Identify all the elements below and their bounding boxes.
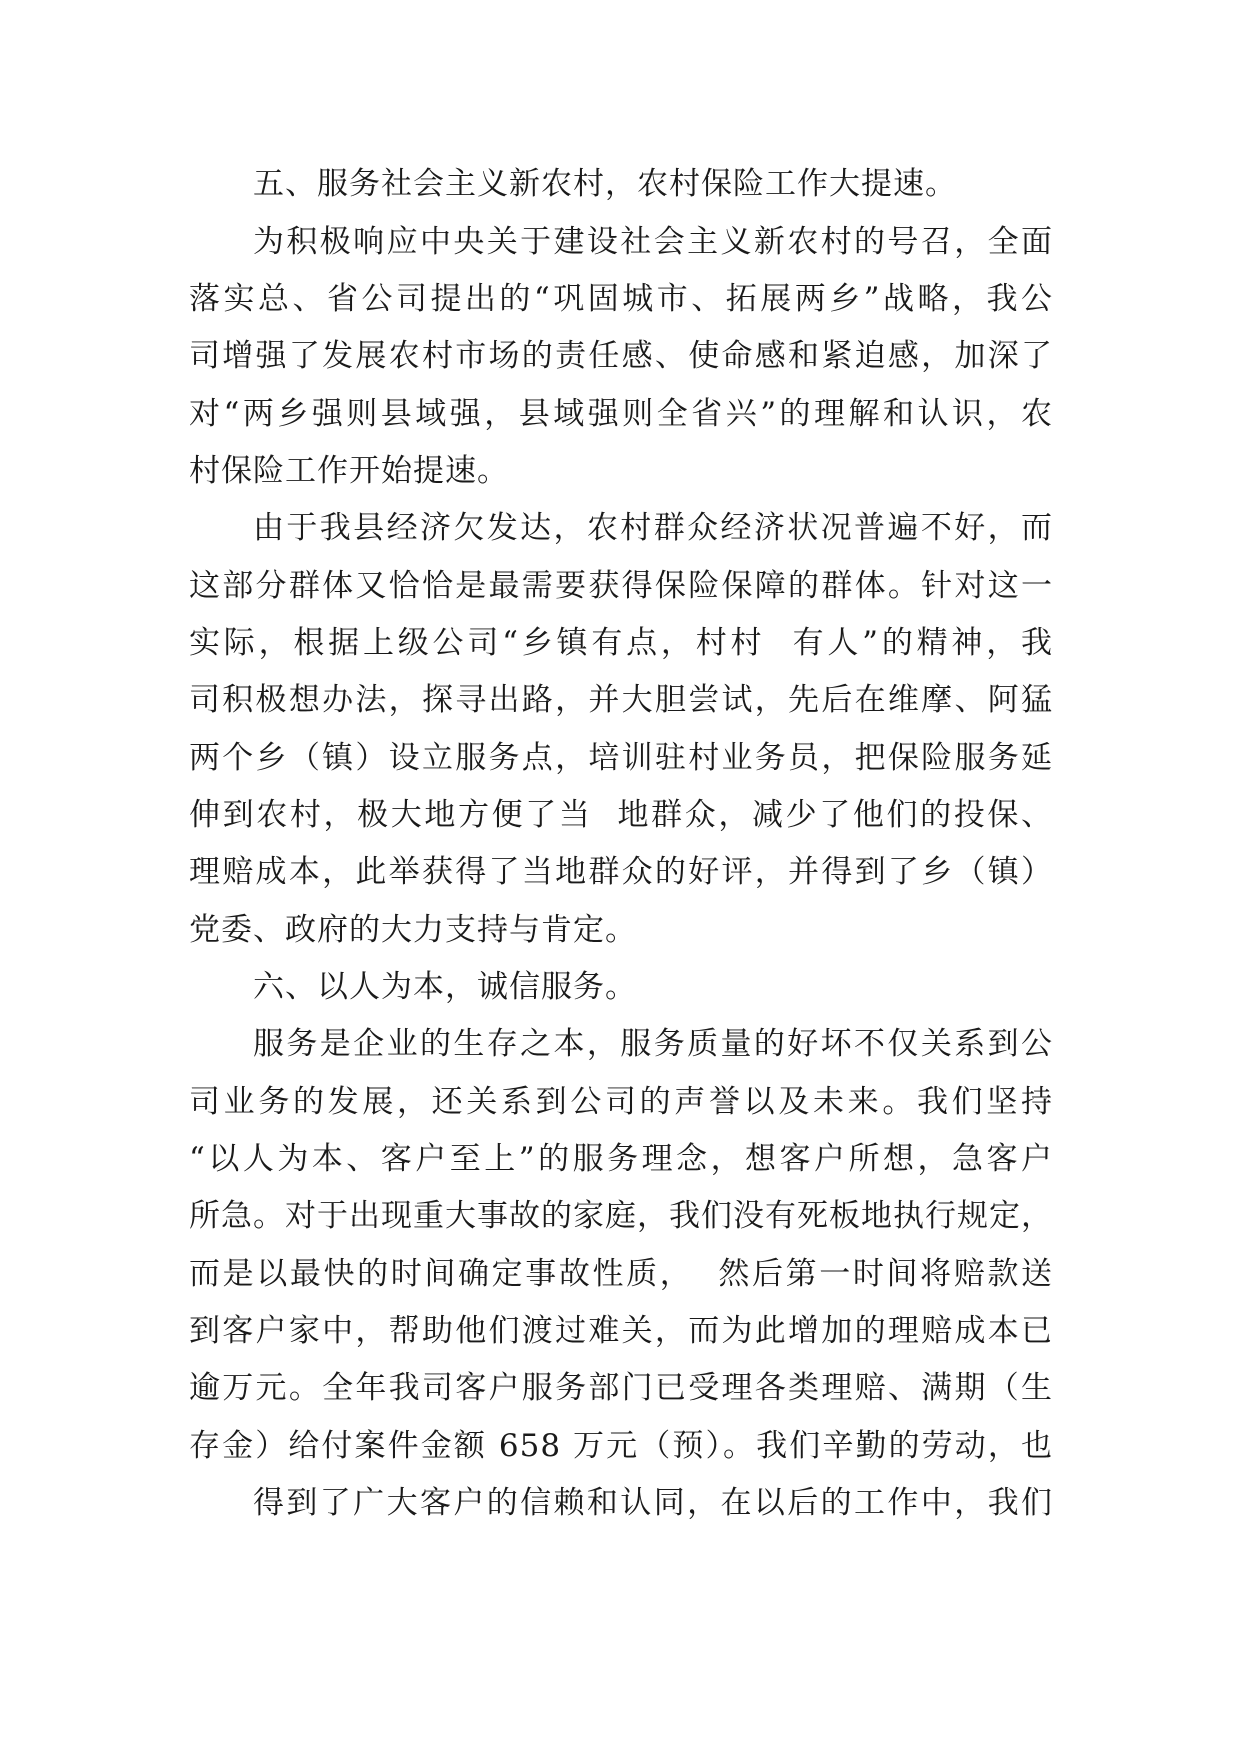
text-line: 司积极想办法，探寻出路，并大胆尝试，先后在维摩、阿猛 (189, 682, 1053, 718)
text-line: 党委、政府的大力支持与肯定。 (189, 912, 637, 948)
text-line: 司业务的发展，还关系到公司的声誉以及未来。我们坚持 (189, 1084, 1053, 1120)
text-line: 伸到农村，极大地方便了当 地群众，减少了他们的投保、 (189, 797, 1053, 833)
text-line: 逾万元。全年我司客户服务部门已受理各类理赔、满期（生 (189, 1370, 1053, 1406)
text-line: 到客户家中，帮助他们渡过难关，而为此增加的理赔成本已 (189, 1313, 1053, 1349)
section-heading-five: 五、服务社会主义新农村，农村保险工作大提速。 (253, 166, 957, 202)
text-line: 实际，根据上级公司“乡镇有点，村村 有人”的精神，我 (189, 625, 1053, 661)
text-line: 理赔成本，此举获得了当地群众的好评，并得到了乡（镇） (189, 854, 1053, 890)
text-line: 存金）给付案件金额 658 万元（预）。我们辛勤的劳动，也 (189, 1428, 1053, 1464)
text-line: 这部分群体又恰恰是最需要获得保险保障的群体。针对这一 (189, 568, 1053, 604)
text-line: 得到了广大客户的信赖和认同，在以后的工作中，我们 (253, 1485, 1053, 1521)
text-line: 由于我县经济欠发达，农村群众经济状况普遍不好，而 (253, 510, 1053, 546)
text-line: 服务是企业的生存之本，服务质量的好坏不仅关系到公 (253, 1026, 1053, 1062)
text-line: 为积极响应中央关于建设社会主义新农村的号召，全面 (253, 224, 1053, 260)
text-line: 落实总、省公司提出的“巩固城市、拓展两乡”战略，我公 (189, 281, 1053, 317)
text-line: 村保险工作开始提速。 (189, 453, 509, 489)
section-heading-six: 六、以人为本，诚信服务。 (253, 969, 637, 1005)
text-line: 司增强了发展农村市场的责任感、使命感和紧迫感，加深了 (189, 338, 1053, 374)
text-line: 而是以最快的时间确定事故性质， 然后第一时间将赔款送 (189, 1256, 1053, 1292)
text-line: “以人为本、客户至上”的服务理念，想客户所想，急客户 (189, 1141, 1053, 1177)
text-line: 两个乡（镇）设立服务点，培训驻村业务员，把保险服务延 (189, 740, 1053, 776)
text-line: 对“两乡强则县域强，县域强则全省兴”的理解和认识，农 (189, 396, 1053, 432)
text-line: 所急。对于出现重大事故的家庭，我们没有死板地执行规定， (189, 1198, 1053, 1234)
